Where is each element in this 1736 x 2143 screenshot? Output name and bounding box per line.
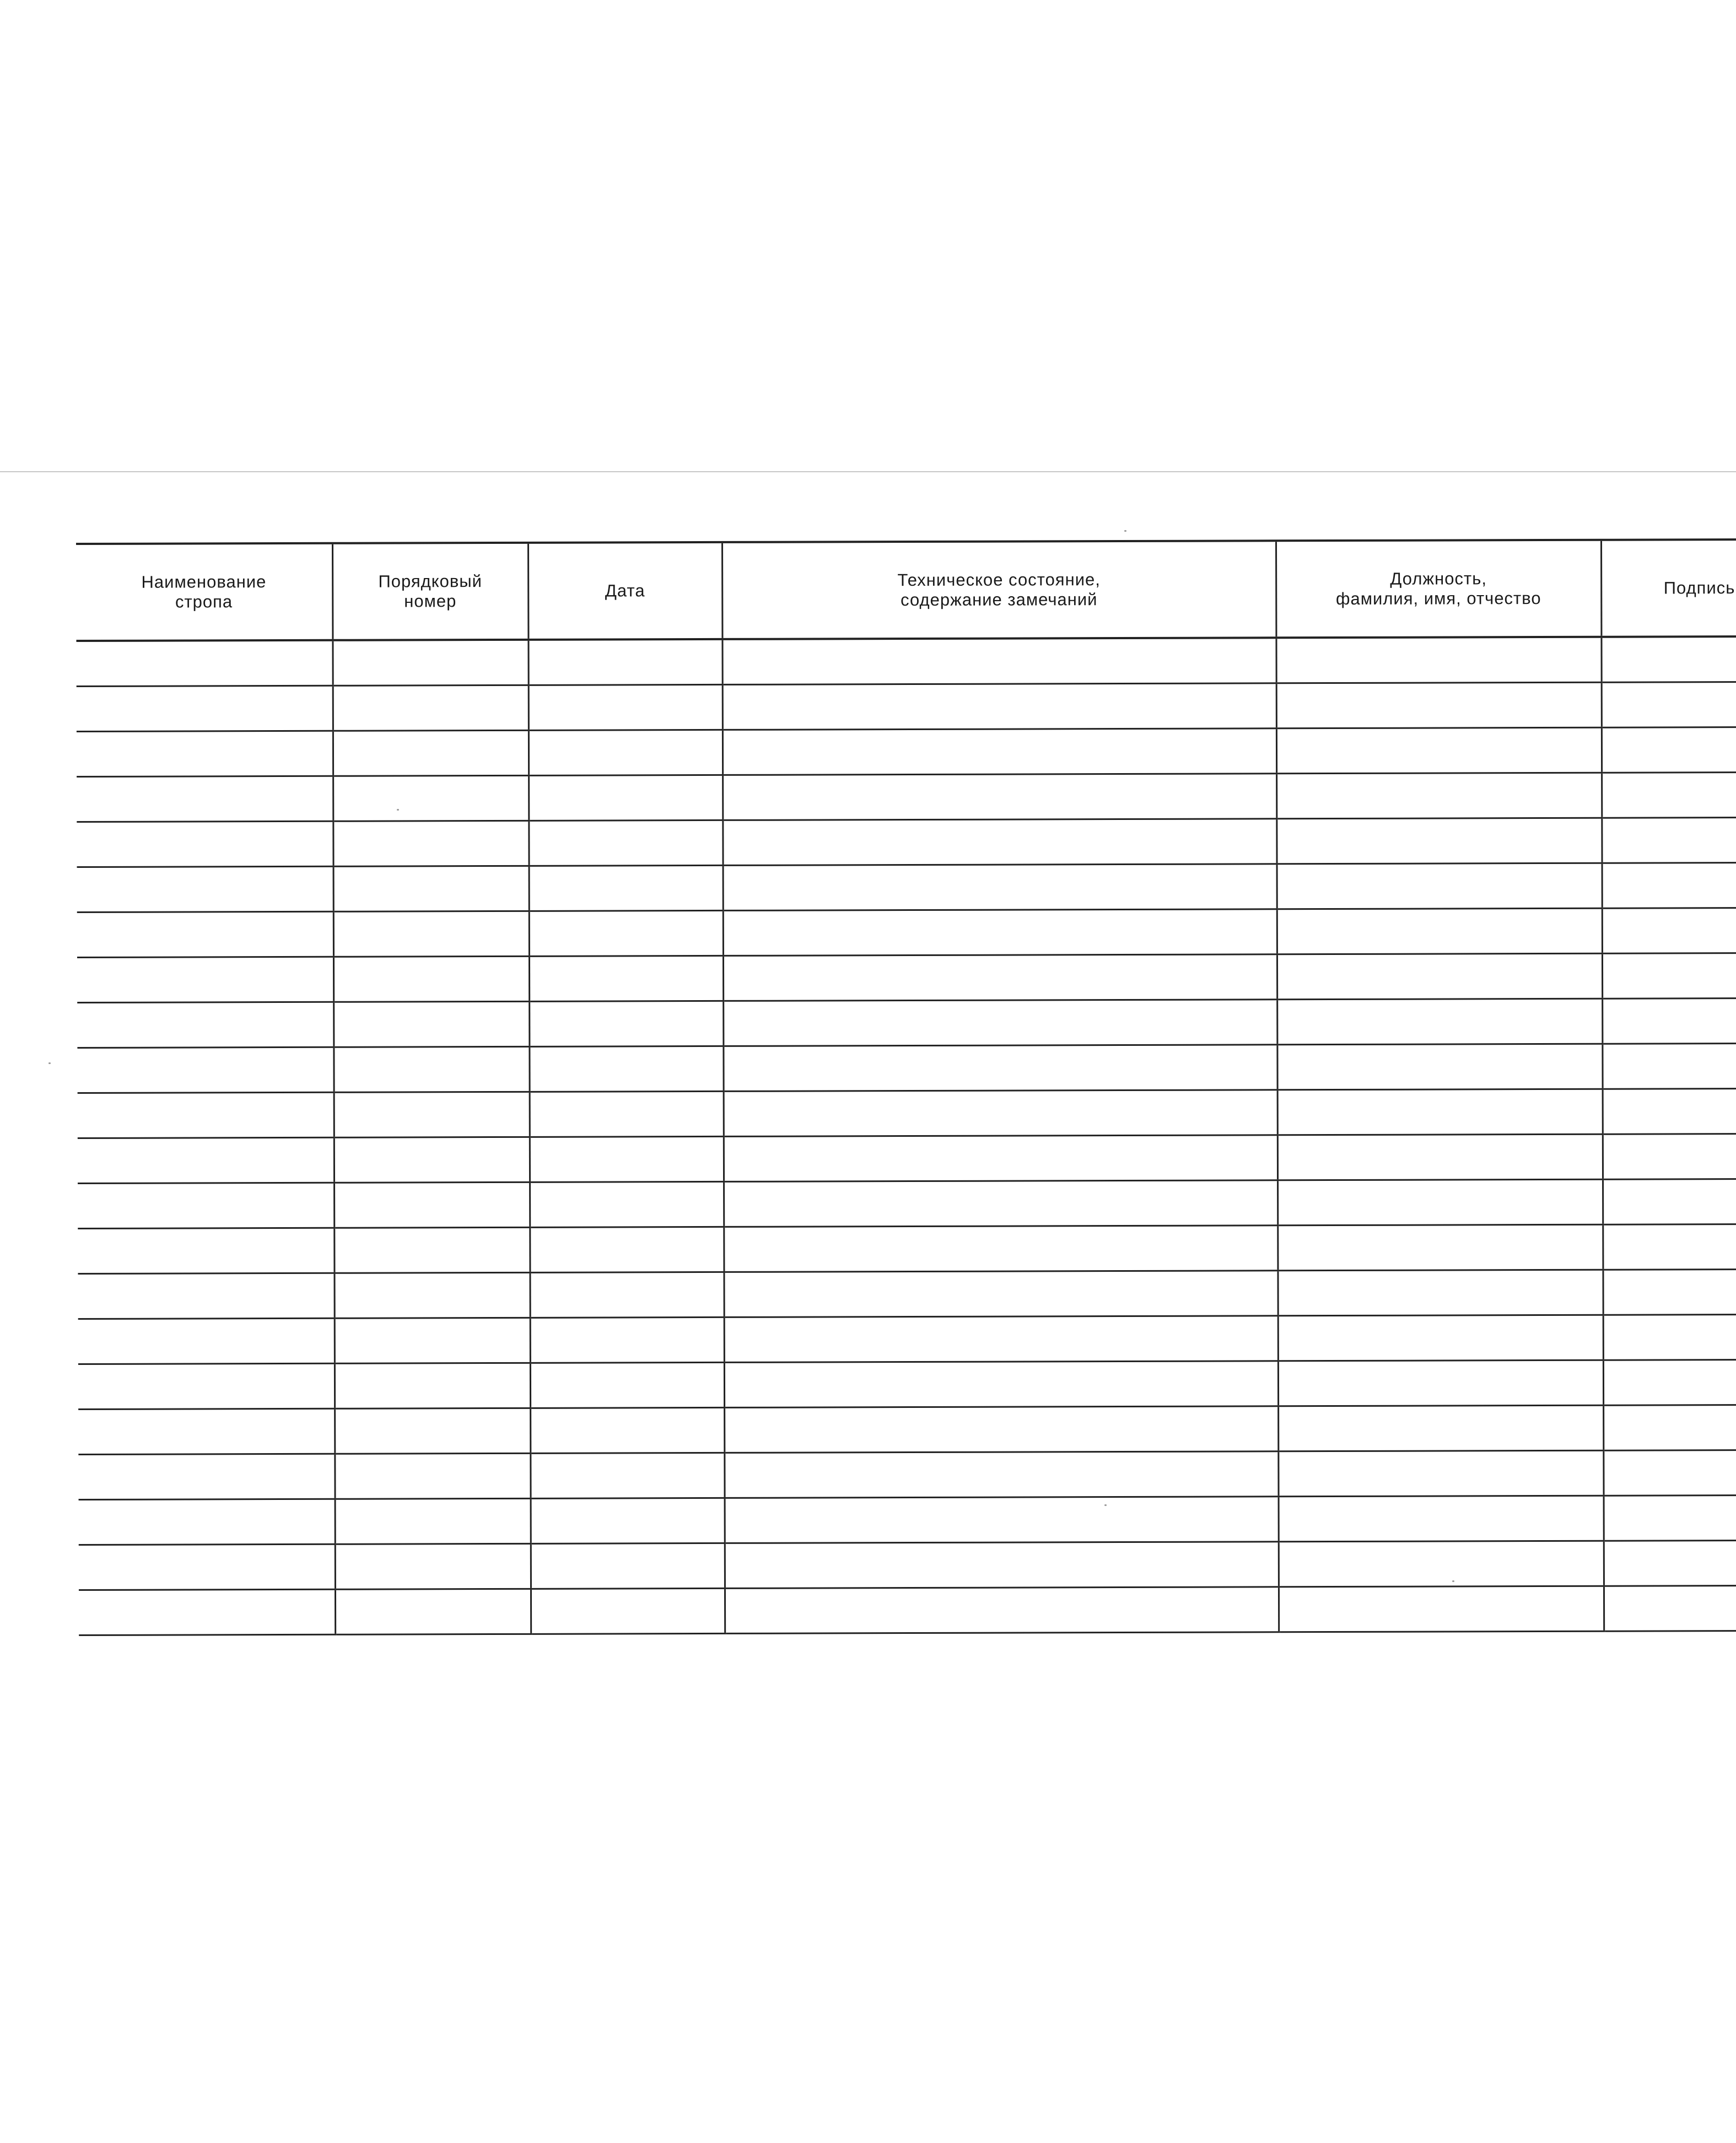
- cell-serial-number: [335, 1363, 530, 1408]
- cell-position-full-name: [1279, 1586, 1604, 1632]
- scan-speck: [48, 1062, 51, 1064]
- cell-date: [529, 1001, 723, 1046]
- cell-signature: [1603, 1450, 1736, 1496]
- cell-date: [530, 1453, 724, 1498]
- cell-technical-condition: [725, 1587, 1279, 1634]
- cell-sling-name: [78, 1454, 335, 1499]
- table-row: [78, 1360, 1736, 1410]
- cell-date: [530, 1407, 724, 1453]
- cell-serial-number: [335, 1543, 531, 1589]
- cell-position-full-name: [1276, 818, 1602, 864]
- cell-signature: [1602, 773, 1736, 818]
- cell-sling-name: [77, 1047, 333, 1093]
- column-header-sling-name: Наименование стропа: [76, 543, 332, 641]
- cell-position-full-name: [1277, 1089, 1603, 1135]
- table-row: [76, 636, 1736, 686]
- column-header-technical-condition: Техническое состояние, содержание замечаний: [722, 541, 1276, 639]
- cell-position-full-name: [1276, 637, 1601, 683]
- cell-sling-name: [77, 911, 333, 957]
- cell-serial-number: [333, 911, 529, 957]
- cell-position-full-name: [1277, 863, 1602, 909]
- table-row: [77, 953, 1736, 1003]
- cell-technical-condition: [724, 1226, 1277, 1272]
- cell-serial-number: [333, 956, 529, 1002]
- scan-speck: [1124, 530, 1126, 532]
- cell-signature: [1602, 953, 1736, 999]
- cell-serial-number: [334, 1227, 530, 1273]
- cell-position-full-name: [1277, 1179, 1603, 1226]
- table-row: [79, 1496, 1736, 1545]
- cell-technical-condition: [723, 683, 1276, 730]
- cell-position-full-name: [1277, 1044, 1602, 1090]
- cell-date: [530, 1227, 724, 1272]
- cell-position-full-name: [1277, 1270, 1603, 1316]
- cell-position-full-name: [1277, 908, 1602, 954]
- cell-date: [529, 775, 723, 821]
- cell-serial-number: [335, 1453, 530, 1499]
- cell-serial-number: [334, 1092, 530, 1137]
- cell-date: [530, 1181, 724, 1227]
- cell-date: [530, 1091, 724, 1137]
- cell-technical-condition: [724, 1180, 1277, 1227]
- cell-position-full-name: [1279, 1541, 1604, 1587]
- cell-technical-condition: [723, 954, 1277, 1001]
- cell-signature: [1602, 998, 1736, 1044]
- cell-serial-number: [333, 1001, 529, 1047]
- column-header-position-full-name: Должность, фамилия, имя, отчество: [1276, 540, 1601, 638]
- table-header-row: [76, 539, 1736, 641]
- table-row: [77, 818, 1736, 867]
- fold-line: [0, 471, 1736, 472]
- cell-position-full-name: [1278, 1405, 1603, 1451]
- cell-sling-name: [77, 731, 333, 776]
- cell-sling-name: [77, 685, 333, 731]
- cell-serial-number: [334, 1272, 530, 1318]
- cell-technical-condition: [724, 1451, 1278, 1498]
- table-row: [78, 1179, 1736, 1229]
- cell-sling-name: [78, 1273, 334, 1319]
- cell-signature: [1602, 818, 1736, 863]
- cell-serial-number: [333, 730, 529, 776]
- cell-date: [530, 1136, 724, 1182]
- table-row: [78, 1450, 1736, 1500]
- cell-position-full-name: [1276, 682, 1602, 728]
- cell-technical-condition: [723, 774, 1276, 821]
- cell-technical-condition: [724, 1406, 1278, 1453]
- cell-technical-condition: [724, 1135, 1277, 1182]
- cell-serial-number: [335, 1408, 530, 1454]
- cell-date: [531, 1498, 725, 1543]
- cell-technical-condition: [723, 864, 1277, 911]
- table-row: [77, 908, 1736, 958]
- cell-serial-number: [335, 1318, 530, 1363]
- cell-sling-name: [77, 1002, 333, 1048]
- cell-technical-condition: [724, 1271, 1277, 1318]
- cell-signature: [1603, 1315, 1736, 1361]
- cell-technical-condition: [723, 819, 1276, 866]
- cell-signature: [1602, 908, 1736, 954]
- table-row: [79, 1541, 1736, 1590]
- cell-technical-condition: [722, 638, 1276, 684]
- cell-signature: [1603, 1089, 1736, 1135]
- cell-sling-name: [78, 1408, 335, 1454]
- cell-date: [529, 684, 723, 730]
- cell-technical-condition: [723, 1000, 1277, 1046]
- cell-date: [528, 639, 722, 685]
- cell-sling-name: [78, 1183, 334, 1228]
- table-row: [78, 1405, 1736, 1455]
- cell-date: [529, 865, 723, 911]
- cell-signature: [1601, 636, 1736, 682]
- table-row: [77, 727, 1736, 777]
- cell-sling-name: [77, 957, 333, 1002]
- column-header-date: Дата: [528, 542, 722, 640]
- cell-signature: [1603, 1405, 1736, 1451]
- cell-signature: [1603, 1360, 1736, 1406]
- cell-sling-name: [78, 1228, 334, 1273]
- cell-date: [529, 910, 723, 956]
- cell-signature: [1602, 682, 1736, 728]
- cell-technical-condition: [725, 1542, 1279, 1589]
- cell-serial-number: [333, 1046, 529, 1092]
- cell-position-full-name: [1277, 1224, 1603, 1271]
- cell-serial-number: [333, 821, 529, 866]
- inspection-log-table: [76, 538, 1736, 1636]
- cell-serial-number: [333, 685, 529, 731]
- cell-date: [530, 1317, 724, 1363]
- cell-serial-number: [334, 1137, 530, 1183]
- cell-sling-name: [77, 821, 333, 867]
- cell-sling-name: [79, 1499, 335, 1545]
- table-row: [78, 1134, 1736, 1184]
- cell-sling-name: [78, 1137, 334, 1183]
- cell-sling-name: [78, 1363, 335, 1409]
- cell-position-full-name: [1278, 1360, 1603, 1406]
- cell-signature: [1604, 1586, 1736, 1632]
- table-row: [77, 863, 1736, 913]
- table-row: [77, 1044, 1736, 1093]
- cell-technical-condition: [723, 1045, 1277, 1092]
- table-row: [78, 1270, 1736, 1319]
- cell-sling-name: [79, 1589, 335, 1635]
- table-row: [78, 1089, 1736, 1138]
- cell-sling-name: [76, 640, 332, 687]
- table-row: [78, 1224, 1736, 1274]
- cell-date: [529, 1046, 723, 1092]
- cell-technical-condition: [723, 728, 1276, 775]
- table-body: [76, 636, 1736, 1635]
- cell-date: [529, 730, 723, 775]
- column-header-serial-number: Порядковый номер: [332, 543, 528, 640]
- cell-signature: [1602, 1044, 1736, 1089]
- cell-position-full-name: [1277, 1134, 1603, 1180]
- cell-technical-condition: [723, 909, 1277, 956]
- cell-serial-number: [332, 640, 528, 685]
- cell-technical-condition: [724, 1090, 1277, 1137]
- table-row: [78, 1315, 1736, 1364]
- cell-serial-number: [335, 1589, 531, 1634]
- table-row: [79, 1586, 1736, 1635]
- cell-signature: [1602, 727, 1736, 773]
- cell-sling-name: [78, 1092, 334, 1138]
- cell-position-full-name: [1279, 1496, 1604, 1542]
- cell-signature: [1603, 1270, 1736, 1315]
- table-row: [77, 998, 1736, 1048]
- cell-sling-name: [78, 1318, 335, 1364]
- cell-date: [529, 956, 723, 1001]
- cell-technical-condition: [724, 1361, 1278, 1408]
- cell-position-full-name: [1278, 1315, 1603, 1361]
- column-header-signature: Подпись: [1601, 539, 1736, 637]
- cell-position-full-name: [1277, 998, 1602, 1045]
- cell-position-full-name: [1276, 773, 1602, 819]
- cell-position-full-name: [1278, 1450, 1603, 1497]
- cell-sling-name: [79, 1544, 335, 1590]
- cell-technical-condition: [725, 1497, 1279, 1543]
- cell-signature: [1604, 1496, 1736, 1541]
- cell-technical-condition: [724, 1316, 1278, 1363]
- cell-date: [531, 1543, 725, 1589]
- cell-serial-number: [335, 1498, 531, 1544]
- cell-date: [529, 820, 723, 866]
- cell-serial-number: [334, 1182, 530, 1228]
- cell-signature: [1603, 1224, 1736, 1270]
- table-row: [77, 773, 1736, 822]
- cell-date: [531, 1588, 725, 1634]
- table-row: [77, 682, 1736, 732]
- cell-signature: [1603, 1179, 1736, 1225]
- cell-date: [530, 1362, 724, 1408]
- cell-position-full-name: [1276, 727, 1602, 774]
- cell-signature: [1604, 1541, 1736, 1586]
- cell-serial-number: [333, 866, 529, 911]
- cell-sling-name: [77, 866, 333, 912]
- cell-sling-name: [77, 776, 333, 822]
- cell-position-full-name: [1277, 953, 1602, 1000]
- cell-date: [530, 1272, 724, 1318]
- cell-serial-number: [333, 775, 529, 821]
- cell-signature: [1602, 863, 1736, 909]
- cell-signature: [1603, 1134, 1736, 1180]
